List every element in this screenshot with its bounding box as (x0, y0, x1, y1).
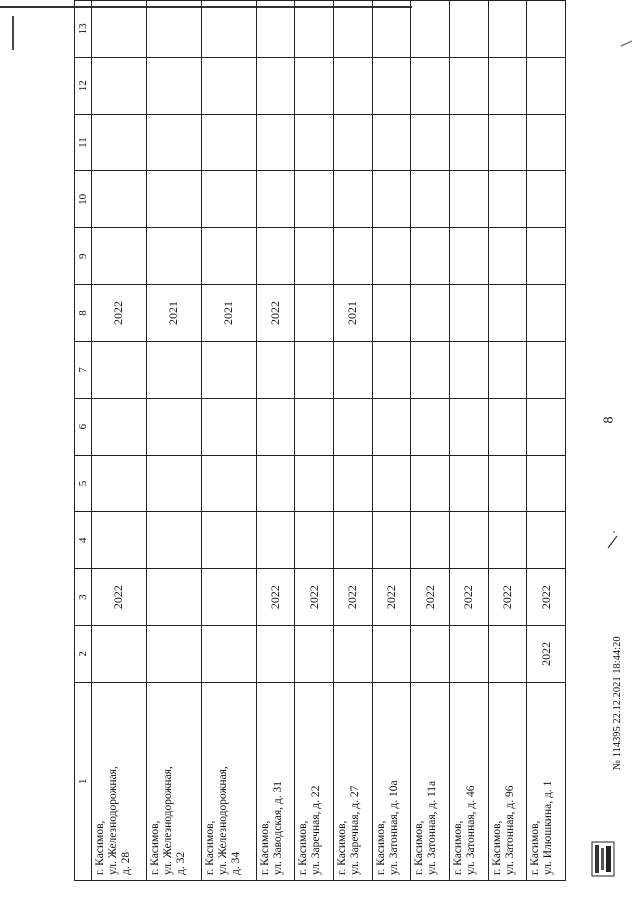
address-line: г. Касимов, (297, 820, 310, 875)
address-line: ул. Затонная, д. 10а (387, 780, 400, 875)
table-row (372, 1, 411, 881)
address-line: ул. Железнодорожная, (161, 766, 174, 875)
table-row (201, 1, 256, 881)
data-cell (372, 57, 411, 114)
table-row (449, 1, 488, 881)
address-line: г. Касимов, (335, 820, 348, 875)
data-cell: 2022 (295, 569, 334, 626)
column-header: 6 (75, 398, 92, 455)
address-line: ул. Затонная, д. 96 (503, 785, 516, 875)
address-line: д. 32 (174, 851, 187, 875)
data-cell (295, 228, 334, 285)
data-cell (201, 1, 256, 58)
table-row (92, 1, 147, 881)
data-cell (411, 398, 450, 455)
data-cell (333, 398, 372, 455)
data-cell (146, 455, 201, 512)
data-cell (295, 1, 334, 58)
table-row (146, 1, 201, 881)
data-cell (333, 512, 372, 569)
data-cell (333, 171, 372, 228)
header-row (75, 1, 92, 881)
address-line: г. Касимов, (413, 820, 426, 875)
rotated-table-wrapper (74, 0, 566, 881)
data-cell (449, 341, 488, 398)
corner-mark (620, 40, 634, 48)
data-cell (146, 1, 201, 58)
data-cell (449, 398, 488, 455)
column-header: 4 (75, 512, 92, 569)
address-cell (449, 682, 488, 880)
data-cell (256, 57, 295, 114)
data-cell (527, 455, 566, 512)
data-cell (372, 228, 411, 285)
data-cell (527, 171, 566, 228)
data-cell (295, 398, 334, 455)
data-cell (449, 1, 488, 58)
data-cell (201, 512, 256, 569)
data-cell (449, 171, 488, 228)
data-cell (488, 341, 527, 398)
data-cell: 2021 (333, 285, 372, 342)
data-cell (295, 341, 334, 398)
address-line: г. Касимов, (258, 820, 271, 875)
table-row (333, 1, 372, 881)
data-cell (411, 171, 450, 228)
page-number: 8 (601, 416, 617, 424)
data-cell (411, 228, 450, 285)
data-cell (146, 569, 201, 626)
data-cell: 2022 (372, 569, 411, 626)
data-cell (411, 455, 450, 512)
data-cell (295, 455, 334, 512)
data-cell (372, 625, 411, 682)
data-cell (201, 228, 256, 285)
data-cell (449, 114, 488, 171)
address-cell (333, 682, 372, 880)
address-cell (527, 682, 566, 880)
address-line: ул. Железнодорожная, (107, 766, 119, 875)
address-line: г. Касимов, (490, 820, 503, 875)
data-cell (256, 171, 295, 228)
left-margin-mark (12, 16, 14, 50)
data-cell: 2022 (333, 569, 372, 626)
data-cell (146, 341, 201, 398)
data-cell (92, 171, 147, 228)
data-cell (488, 114, 527, 171)
data-cell (146, 171, 201, 228)
data-cell (146, 398, 201, 455)
column-header: 7 (75, 341, 92, 398)
table-row (411, 1, 450, 881)
address-cell (201, 682, 256, 880)
data-cell (92, 512, 147, 569)
data-cell (372, 285, 411, 342)
data-cell (92, 398, 147, 455)
data-cell (146, 512, 201, 569)
data-cell: 2021 (146, 285, 201, 342)
data-cell (527, 228, 566, 285)
column-header: 8 (75, 285, 92, 342)
data-cell (295, 171, 334, 228)
data-cell (449, 455, 488, 512)
data-cell: 2022 (92, 285, 147, 342)
data-cell (449, 625, 488, 682)
data-cell (333, 1, 372, 58)
registration-footer: № 114395 22.12.2021 18:44:20 (612, 636, 623, 770)
data-cell (411, 512, 450, 569)
data-cell (295, 512, 334, 569)
data-cell (372, 512, 411, 569)
data-cell (295, 57, 334, 114)
data-cell (201, 625, 256, 682)
address-cell (372, 682, 411, 880)
data-cell (256, 341, 295, 398)
address-line: ул. Заречная, д. 22 (310, 785, 323, 875)
pen-mark (606, 530, 620, 550)
data-cell (449, 512, 488, 569)
data-cell (372, 1, 411, 58)
table-row (488, 1, 527, 881)
column-header: 13 (75, 1, 92, 58)
data-cell (488, 171, 527, 228)
data-cell (488, 455, 527, 512)
data-cell (411, 1, 450, 58)
data-cell (146, 57, 201, 114)
data-cell (92, 1, 147, 58)
column-header: 5 (75, 455, 92, 512)
data-cell (333, 114, 372, 171)
data-cell (201, 57, 256, 114)
data-cell (146, 625, 201, 682)
data-cell (411, 114, 450, 171)
data-cell (92, 455, 147, 512)
data-cell (372, 171, 411, 228)
data-cell: 2022 (411, 569, 450, 626)
data-cell (372, 341, 411, 398)
address-cell (146, 682, 201, 880)
column-header: 9 (75, 228, 92, 285)
data-cell (201, 398, 256, 455)
data-cell (488, 285, 527, 342)
address-line: г. Касимов, (529, 820, 542, 875)
data-cell (201, 171, 256, 228)
data-cell (527, 114, 566, 171)
address-line: ул. Заречная, д. 27 (348, 785, 361, 875)
data-cell (372, 398, 411, 455)
data-cell (449, 57, 488, 114)
data-cell (92, 625, 147, 682)
address-line: ул. Илюшкина, д. 1 (542, 780, 555, 875)
data-cell (256, 512, 295, 569)
data-cell (411, 625, 450, 682)
address-cell (92, 682, 147, 880)
column-header: 3 (75, 569, 92, 626)
data-cell (333, 455, 372, 512)
data-cell: 2021 (201, 285, 256, 342)
table-row (256, 1, 295, 881)
table-body (92, 1, 566, 881)
address-line: г. Касимов, (203, 820, 216, 875)
data-cell (295, 114, 334, 171)
data-table (74, 0, 566, 881)
data-cell (256, 398, 295, 455)
address-line: ул. Железнодорожная, (216, 766, 229, 875)
data-cell (256, 114, 295, 171)
data-cell (295, 285, 334, 342)
data-cell (92, 341, 147, 398)
address-line: г. Касимов, (451, 820, 464, 875)
data-cell (527, 57, 566, 114)
table-row (527, 1, 566, 881)
address-cell (295, 682, 334, 880)
data-cell (488, 398, 527, 455)
address-line: д. 34 (229, 851, 242, 875)
data-cell (201, 114, 256, 171)
data-cell (488, 57, 527, 114)
data-cell (527, 1, 566, 58)
data-cell (201, 455, 256, 512)
address-line: ул. Затонная, д. 11а (426, 780, 439, 875)
column-header: 12 (75, 57, 92, 114)
data-cell: 2022 (527, 625, 566, 682)
data-cell (527, 398, 566, 455)
data-cell (92, 228, 147, 285)
table-row (295, 1, 334, 881)
data-cell (333, 625, 372, 682)
data-cell (256, 228, 295, 285)
data-cell (92, 114, 147, 171)
address-cell (256, 682, 295, 880)
data-cell: 2022 (527, 569, 566, 626)
data-cell (295, 625, 334, 682)
data-cell (449, 228, 488, 285)
address-cell (488, 682, 527, 880)
data-cell (201, 341, 256, 398)
data-cell (449, 285, 488, 342)
data-cell (146, 228, 201, 285)
column-header: 2 (75, 625, 92, 682)
data-cell (333, 57, 372, 114)
data-cell (527, 341, 566, 398)
data-cell (146, 114, 201, 171)
address-line: ул. Заводская, д. 31 (271, 781, 284, 875)
data-cell (372, 455, 411, 512)
address-line: ул. Затонная, д. 46 (464, 785, 477, 875)
data-cell (527, 512, 566, 569)
data-cell (372, 114, 411, 171)
data-cell (256, 1, 295, 58)
address-cell (411, 682, 450, 880)
data-cell (333, 228, 372, 285)
address-line: д. 28 (120, 851, 132, 875)
data-cell (488, 228, 527, 285)
data-cell: 2022 (488, 569, 527, 626)
data-cell: 2022 (449, 569, 488, 626)
data-cell (201, 569, 256, 626)
data-cell (411, 57, 450, 114)
data-cell (488, 512, 527, 569)
data-cell: 2022 (256, 285, 295, 342)
data-cell (92, 57, 147, 114)
column-header: 10 (75, 171, 92, 228)
data-cell: 2022 (92, 569, 147, 626)
data-cell (256, 625, 295, 682)
address-line: г. Касимов, (374, 820, 387, 875)
data-cell (488, 625, 527, 682)
data-cell (333, 341, 372, 398)
address-line: г. Касимов, (94, 820, 106, 875)
registry-stamp-icon (590, 840, 616, 878)
data-cell (488, 1, 527, 58)
data-cell (411, 285, 450, 342)
data-cell (411, 341, 450, 398)
column-header: 1 (75, 682, 92, 880)
data-cell: 2022 (256, 569, 295, 626)
data-cell (256, 455, 295, 512)
data-cell (527, 285, 566, 342)
address-line: г. Касимов, (148, 820, 161, 875)
column-header: 11 (75, 114, 92, 171)
